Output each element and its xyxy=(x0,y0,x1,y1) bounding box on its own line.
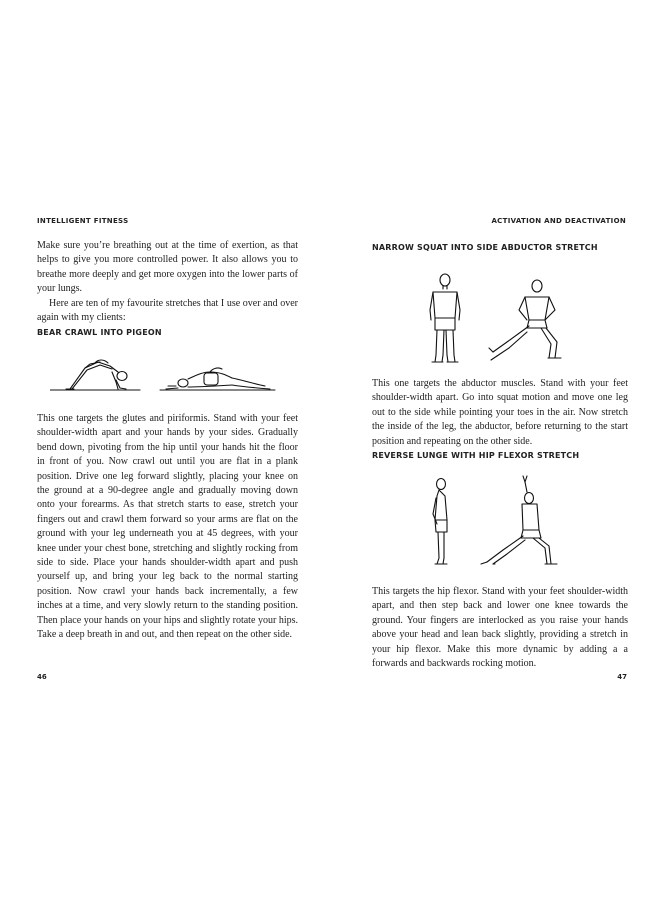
bear-crawl-paragraph: This one targets the glutes and piriformis. Stand with your feet shoulder-width apart and your hands by your sides. Gradually bend down, pivoting from the hip until your hands hit the floor in front of you. Now crawl out until you are flat in a plank position. Drive one leg forward slightly, placing your knee on the ground at a 90-degree angle and gradually moving down onto your forearms. As that stretch starts to ease, stretch your fingers out and crawl them forward so your arms are flat on the ground with your leg underneath you at 45 degrees, with your knee under your chest bone, stretching and slightly rocking from side to side. Place your hands shoulder-width apart and push yourself up, and bring your leg back to the normal starting position. Now crawl your hands back incrementally, a few inches at a time, and very slowly return to the standing position. Then place your hands on your hips and slightly rotate your hips. Take a deep breath in and out, and then repeat on the other side. xyxy=(37,413,298,641)
section-heading-narrow-squat: NARROW SQUAT INTO SIDE ABDUCTOR STRETCH xyxy=(372,243,598,252)
intro-paragraph-1: Make sure you’re breathing out at the time of exertion, as that helps to give you more controlled power. It also allows you to breathe more deeply and get more oxygen into the lower parts of your lungs. xyxy=(37,240,298,295)
reverse-lunge-paragraph: This targets the hip flexor. Stand with your feet shoulder-width apart, and then step back and lower one knee towards the ground. Your fingers are interlocked as you raise your hands above your head and lean back slightly, providing a stretch in your hip flexor. Make this more dynamic by adding a a forwards and backwards rocking motion. xyxy=(372,586,628,670)
section-heading-bear-crawl: BEAR CRAWL INTO PIGEON xyxy=(37,328,162,337)
reverse-lunge-illustration xyxy=(425,474,575,574)
page-number-left: 46 xyxy=(37,673,47,681)
intro-text xyxy=(37,239,298,325)
page-number-right: 47 xyxy=(617,673,627,681)
running-head-left: INTELLIGENT FITNESS xyxy=(37,217,129,225)
section-heading-reverse-lunge: REVERSE LUNGE WITH HIP FLEXOR STRETCH xyxy=(372,451,580,460)
intro-paragraph-2: Here are ten of my favourite stretches that I use over and over again with my clients: xyxy=(37,297,298,324)
right-page xyxy=(330,0,660,904)
bear-crawl-illustration xyxy=(50,350,280,400)
narrow-squat-illustration xyxy=(415,270,585,370)
bear-crawl-body xyxy=(37,412,298,643)
reverse-lunge-body xyxy=(372,585,628,671)
narrow-squat-paragraph: This one targets the abductor muscles. Stand with your feet shoulder-width apart. Go into squat motion and move one leg out to the side while pointing your toes in the air. Now stretch the inside of the leg, the abductor, before returning to the start position and repeating on the other side. xyxy=(372,378,628,447)
running-head-right: ACTIVATION AND DEACTIVATION xyxy=(491,217,626,225)
narrow-squat-body xyxy=(372,377,628,449)
